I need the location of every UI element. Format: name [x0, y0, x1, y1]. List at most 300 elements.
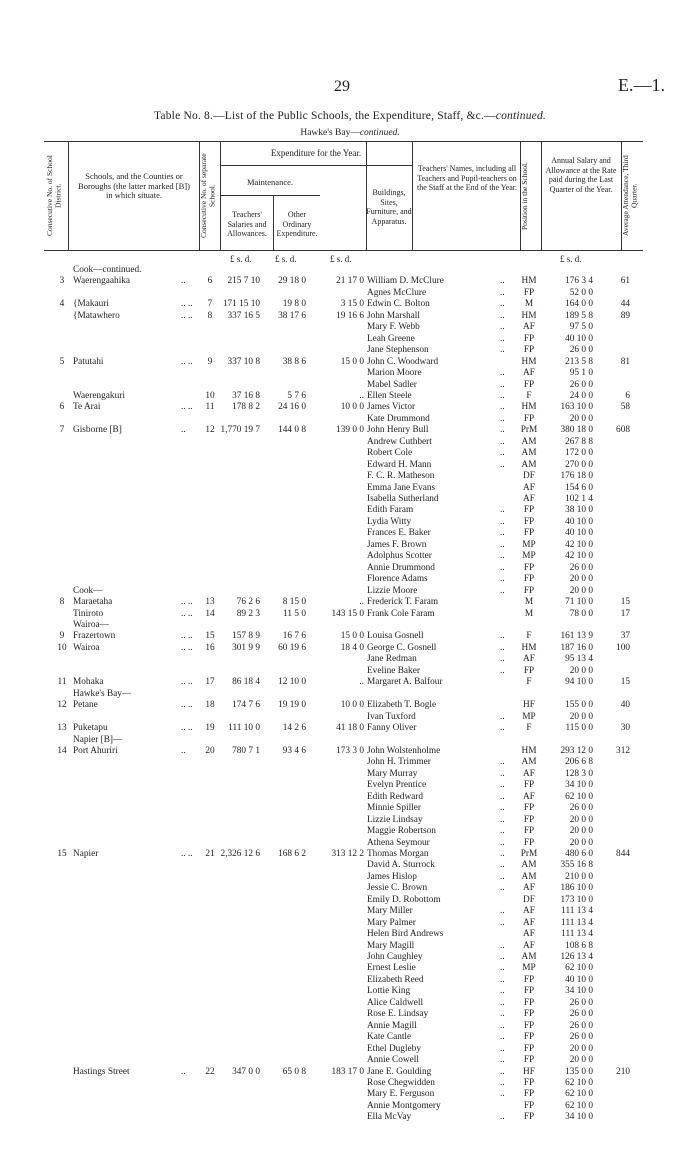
school-name: Napier: [73, 848, 99, 859]
other-expenditure: 38 17 6: [278, 310, 306, 321]
leader-dots: ..: [500, 642, 505, 653]
teacher-name: Mary Miller: [367, 906, 413, 917]
table-row: [0, 998, 700, 1009]
leader-dots: ..: [500, 299, 505, 310]
annual-salary: 111 13 4: [561, 929, 593, 940]
leader-dots: .. ..: [181, 356, 193, 367]
teacher-name: Mary E. Ferguson: [367, 1089, 435, 1100]
table-row: [0, 1078, 700, 1089]
table-row: [0, 735, 700, 746]
region-tail: continued.: [359, 128, 400, 138]
leader-dots: ..: [500, 654, 505, 665]
district-number: 4: [59, 299, 65, 310]
teacher-position: AM: [521, 448, 537, 459]
teacher-name: Helen Bird Andrews: [367, 929, 444, 940]
header-buildings: Buildings, Sites, Furniture, and Apparatus.: [366, 188, 412, 226]
teacher-position: AM: [521, 860, 537, 871]
leader-dots: .. ..: [181, 631, 193, 642]
table-row: [0, 609, 700, 620]
annual-salary: 176 18 0: [560, 471, 593, 482]
teacher-name: Edith Redward: [367, 791, 424, 802]
buildings-amount: 10 0 0: [340, 700, 364, 711]
leader-dots: ..: [181, 1066, 186, 1077]
teacher-name: Mary Murray: [367, 768, 418, 779]
buildings-amount: ..: [359, 597, 364, 607]
leader-dots: .. ..: [181, 402, 193, 413]
other-expenditure: 168 6 2: [278, 848, 306, 859]
teacher-position: FP: [523, 803, 535, 814]
table-row: [0, 666, 700, 677]
leader-dots: ..: [181, 425, 186, 436]
leader-dots: ..: [500, 711, 505, 722]
annual-salary: 189 5 8: [565, 310, 593, 321]
leader-dots: ..: [500, 516, 505, 527]
teacher-position: FP: [523, 516, 535, 527]
other-expenditure: 29 18 0: [278, 276, 306, 287]
buildings-amount: 183 17 0: [331, 1066, 364, 1077]
teacher-name: Mabel Sadler: [367, 379, 417, 390]
leader-dots: ..: [500, 1089, 505, 1100]
teacher-name: Rose Chegwidden: [367, 1077, 435, 1088]
teacher-position: FP: [523, 1055, 535, 1065]
school-name: Waerengakuri: [73, 390, 125, 401]
table-row: [0, 425, 700, 436]
teacher-position: HM: [521, 356, 537, 367]
leader-dots: ..: [500, 1032, 505, 1043]
annual-salary: 20 0 0: [569, 814, 593, 825]
table-title-tail: continued.: [495, 110, 546, 122]
teacher-position: AM: [521, 952, 537, 962]
average-attendance: 6: [625, 390, 630, 401]
teacher-position: FP: [523, 345, 535, 356]
teacher-name: Louisa Gosnell: [367, 631, 424, 642]
annual-salary: 128 3 0: [565, 768, 593, 779]
table-row: [0, 448, 700, 459]
table-row: [0, 437, 700, 448]
average-attendance: 44: [620, 299, 630, 310]
table-header: [44, 141, 643, 251]
teacher-position: M: [524, 299, 534, 310]
table-row: [0, 677, 700, 688]
annual-salary: 42 10 0: [565, 539, 593, 550]
table-row: [0, 769, 700, 780]
leader-dots: ..: [500, 906, 505, 917]
table-row: [0, 505, 700, 516]
table-row: [0, 563, 700, 574]
teacher-position: MP: [522, 539, 536, 550]
table-row: [0, 288, 700, 299]
leader-dots: ..: [500, 402, 505, 413]
teacher-name: Edith Faram: [367, 505, 414, 516]
teacher-position: FP: [523, 1112, 535, 1123]
teacher-name: Mary Palmer: [367, 917, 416, 928]
school-name: Gisborne [B]: [73, 425, 122, 436]
table-row: [0, 1009, 700, 1020]
teacher-name: Mary Magill: [367, 940, 415, 951]
annual-salary: 115 0 0: [565, 723, 593, 733]
teacher-position: AM: [521, 757, 537, 768]
units-annual: £ s. d.: [560, 254, 582, 264]
teacher-name: Robert Cole: [367, 448, 413, 459]
annual-salary: 95 1 0: [569, 368, 593, 379]
annual-salary: 155 0 0: [565, 700, 593, 711]
leader-dots: ..: [500, 390, 505, 401]
other-expenditure: 8 15 0: [282, 597, 306, 607]
teacher-position: FP: [523, 837, 535, 848]
annual-salary: 26 0 0: [569, 803, 593, 814]
teacher-position: AF: [523, 940, 535, 951]
leader-dots: ..: [500, 1055, 505, 1065]
table-row: [0, 1067, 700, 1078]
buildings-amount: 3 15 0: [340, 299, 364, 310]
teacher-name: Eveline Baker: [367, 665, 420, 676]
annual-salary: 42 10 0: [565, 551, 593, 562]
school-number: 21: [205, 848, 215, 859]
table-row: [0, 540, 700, 551]
units-salaries: £ s. d.: [230, 254, 252, 264]
leader-dots: .. ..: [181, 642, 193, 653]
annual-salary: 102 1 4: [565, 494, 593, 504]
teacher-name: John C. Woodward: [367, 356, 439, 367]
teacher-position: FP: [523, 562, 535, 573]
annual-salary: 186 10 0: [560, 883, 593, 894]
leader-dots: ..: [500, 826, 505, 836]
annual-salary: 108 6 8: [565, 940, 593, 951]
annual-salary: 20 0 0: [569, 585, 593, 596]
teacher-position: PrM: [520, 848, 538, 859]
annual-salary: 210 0 0: [565, 871, 593, 882]
table-row: [0, 975, 700, 986]
district-number: 15: [57, 848, 67, 859]
teacher-name: Jane Stephenson: [367, 345, 429, 356]
table-title: [0, 110, 700, 122]
teacher-name: William D. McClure: [367, 276, 444, 287]
teacher-name: John Marshall: [367, 310, 420, 321]
teacher-name: Jane Redman: [367, 654, 417, 665]
teacher-position: M: [524, 608, 534, 619]
teacher-position: FP: [523, 505, 535, 516]
average-attendance: 312: [616, 745, 630, 756]
salaries-amount: 1,770 19 7: [220, 425, 260, 436]
buildings-amount: 19 16 6: [336, 310, 364, 321]
teacher-position: FP: [523, 574, 535, 585]
school-number: 17: [205, 677, 215, 688]
annual-salary: 355 16 8: [560, 860, 593, 871]
annual-salary: 24 0 0: [569, 390, 593, 401]
average-attendance: 37: [620, 631, 630, 642]
teacher-position: FP: [523, 1100, 535, 1111]
annual-salary: 154 6 0: [565, 482, 593, 493]
teacher-name: Alice Caldwell: [367, 997, 424, 1008]
school-number: 22: [205, 1066, 215, 1077]
salaries-amount: 178 8 2: [232, 402, 260, 413]
teacher-name: Ella McVay: [367, 1112, 412, 1123]
salaries-amount: 157 8 9: [232, 631, 260, 642]
table-row: [0, 631, 700, 642]
teacher-name: David A. Sturrock: [367, 860, 435, 871]
teacher-name: Agnes McClure: [367, 287, 427, 298]
leader-dots: ..: [500, 310, 505, 321]
school-number: 7: [207, 299, 213, 310]
table-row: [0, 757, 700, 768]
other-expenditure: 19 19 0: [278, 700, 306, 711]
school-name: Petane: [73, 700, 98, 711]
teacher-name: Mary F. Webb: [367, 322, 420, 333]
teacher-position: AF: [523, 906, 535, 917]
school-name: Maraetaha: [73, 597, 113, 607]
salaries-amount: 337 16 5: [227, 310, 260, 321]
leader-dots: ..: [500, 368, 505, 379]
leader-dots: .. ..: [181, 597, 193, 607]
school-number: 11: [205, 402, 215, 413]
salaries-amount: 86 18 4: [232, 677, 260, 688]
teacher-position: F: [526, 723, 532, 733]
teacher-position: AF: [523, 791, 535, 802]
other-expenditure: 11 5 0: [283, 608, 306, 619]
school-name: Mohaka: [73, 677, 104, 688]
teacher-name: James F. Brown: [367, 539, 427, 550]
school-name: Tiniroto: [73, 608, 104, 619]
annual-salary: 173 10 0: [560, 894, 593, 905]
average-attendance: 58: [620, 402, 630, 413]
leader-dots: ..: [500, 848, 505, 859]
teacher-position: F: [526, 390, 532, 401]
average-attendance: 61: [620, 276, 630, 287]
salaries-amount: 337 10 8: [227, 356, 260, 367]
table-row: [0, 276, 700, 287]
annual-salary: 267 8 8: [565, 436, 593, 447]
school-number: 19: [205, 723, 215, 733]
leader-dots: ..: [500, 631, 505, 642]
buildings-amount: 139 0 0: [336, 425, 364, 436]
table-row: [0, 1089, 700, 1100]
table-row: [0, 391, 700, 402]
annual-salary: 111 13 4: [561, 917, 593, 928]
salaries-amount: 301 9 9: [232, 642, 260, 653]
teacher-name: Emma Jane Evans: [367, 482, 436, 493]
leader-dots: ..: [500, 1020, 505, 1031]
annual-salary: 97 5 0: [569, 322, 593, 333]
table-row: [0, 345, 700, 356]
teacher-name: John Caughley: [367, 952, 423, 962]
teacher-name: George C. Gosnell: [367, 642, 437, 653]
teacher-name: Adolphus Scotter: [367, 551, 432, 562]
teacher-position: FP: [523, 997, 535, 1008]
salaries-amount: 174 7 6: [232, 700, 260, 711]
school-number: 8: [207, 310, 213, 321]
school-name: Cook—: [73, 585, 103, 596]
buildings-amount: ..: [359, 677, 364, 688]
leader-dots: ..: [500, 837, 505, 848]
leader-dots: ..: [500, 551, 505, 562]
teacher-position: HF: [523, 1066, 535, 1077]
leader-dots: ..: [500, 413, 505, 424]
district-number: 11: [57, 677, 67, 688]
district-number: 12: [57, 700, 67, 711]
teacher-position: HM: [521, 642, 537, 653]
header-maintenance: Maintenance.: [246, 177, 294, 187]
school-name: Waerengaahika: [73, 276, 131, 287]
teacher-name: F. C. R. Matheson: [367, 471, 435, 482]
annual-salary: 40 10 0: [565, 528, 593, 539]
salaries-amount: 2,326 12 6: [220, 848, 260, 859]
table-row: [0, 265, 700, 276]
leader-dots: ..: [500, 276, 505, 287]
table-row: [0, 941, 700, 952]
leader-dots: ..: [500, 803, 505, 814]
teacher-name: Frederick T. Faram: [367, 597, 439, 607]
teacher-name: Ellen Steele: [367, 390, 412, 401]
annual-salary: 20 0 0: [569, 711, 593, 722]
teacher-name: Florence Adams: [367, 574, 428, 585]
annual-salary: 20 0 0: [569, 826, 593, 836]
table-row: [0, 551, 700, 562]
units-buildings: £ s. d.: [330, 254, 352, 264]
teacher-name: John Wolstenholme: [367, 745, 441, 756]
table-row: [0, 402, 700, 413]
annual-salary: 20 0 0: [569, 574, 593, 585]
leader-dots: ..: [500, 1077, 505, 1088]
teacher-name: Margaret A. Balfour: [367, 677, 443, 688]
teacher-name: Ivan Tuxford: [367, 711, 416, 722]
district-number: 10: [57, 642, 67, 653]
document-reference: E.—1.: [618, 75, 665, 95]
leader-dots: ..: [500, 1066, 505, 1077]
table-row: [0, 380, 700, 391]
table-row: [0, 471, 700, 482]
teacher-position: FP: [523, 974, 535, 985]
leader-dots: ..: [500, 997, 505, 1008]
teacher-name: Andrew Cuthbert: [367, 436, 432, 447]
table-row: [0, 986, 700, 997]
other-expenditure: 24 16 0: [278, 402, 306, 413]
average-attendance: 89: [620, 310, 630, 321]
annual-salary: 26 0 0: [569, 1020, 593, 1031]
table-row: [0, 460, 700, 471]
table-row: [0, 1021, 700, 1032]
teacher-name: Lottie King: [367, 986, 411, 997]
teacher-name: Frances E. Baker: [367, 528, 431, 539]
school-name: Puketapu: [73, 723, 108, 733]
teacher-position: F: [526, 677, 532, 688]
leader-dots: ..: [500, 574, 505, 585]
region-title: [0, 128, 700, 138]
teacher-position: FP: [523, 1077, 535, 1088]
buildings-amount: 18 4 0: [340, 642, 364, 653]
annual-salary: 187 16 0: [560, 642, 593, 653]
table-row: [0, 322, 700, 333]
school-number: 12: [205, 425, 215, 436]
teacher-name: Frank Cole Faram: [367, 608, 435, 619]
table-row: [0, 803, 700, 814]
table-row: [0, 689, 700, 700]
teacher-position: HM: [521, 745, 537, 756]
teacher-position: MP: [522, 963, 536, 974]
school-number: 18: [205, 700, 215, 711]
annual-salary: 34 10 0: [565, 986, 593, 997]
table-row: [0, 780, 700, 791]
annual-salary: 126 13 4: [560, 952, 593, 962]
school-name: Patutahi: [73, 356, 104, 367]
annual-salary: 94 10 0: [565, 677, 593, 688]
annual-salary: 26 0 0: [569, 345, 593, 356]
district-number: 3: [59, 276, 65, 287]
annual-salary: 213 5 8: [565, 356, 593, 367]
annual-salary: 20 0 0: [569, 413, 593, 424]
average-attendance: 81: [620, 356, 630, 367]
teacher-position: MP: [522, 711, 536, 722]
annual-salary: 135 0 0: [565, 1066, 593, 1077]
leader-dots: ..: [500, 757, 505, 768]
teacher-name: Annie Drummond: [367, 562, 435, 573]
annual-salary: 161 13 9: [560, 631, 593, 642]
teacher-name: Minnie Spiller: [367, 803, 421, 814]
table-row: [0, 586, 700, 597]
other-expenditure: 65 0 8: [282, 1066, 306, 1077]
table-row: [0, 906, 700, 917]
header-teachers: Teachers' Names, including all Teachers and Pupil-teachers on the Staff at the End of the Year.: [416, 164, 518, 192]
annual-salary: 172 0 0: [565, 448, 593, 459]
teacher-name: Emily D. Robottom: [367, 894, 441, 905]
annual-salary: 111 13 4: [561, 906, 593, 917]
teacher-position: AF: [523, 482, 535, 493]
leader-dots: .. ..: [181, 310, 193, 321]
teacher-position: DF: [523, 894, 535, 905]
annual-salary: 62 10 0: [565, 1077, 593, 1088]
teacher-position: FP: [523, 528, 535, 539]
school-number: 9: [207, 356, 213, 367]
table-row: [0, 712, 700, 723]
teacher-position: FP: [523, 585, 535, 596]
leader-dots: .. ..: [181, 723, 193, 733]
table-row: [0, 952, 700, 963]
teacher-position: FP: [523, 1020, 535, 1031]
teacher-name: Leah Greene: [367, 333, 415, 344]
annual-salary: 26 0 0: [569, 1032, 593, 1043]
table-title-lead: Table No. 8.—List of the Public Schools, the Expenditure, Staff, &c.—: [154, 110, 496, 122]
teacher-name: John H. Trimmer: [367, 757, 431, 768]
school-number: 6: [207, 276, 213, 287]
page-number: 29: [334, 78, 350, 95]
leader-dots: ..: [500, 333, 505, 344]
leader-dots: ..: [500, 723, 505, 733]
other-expenditure: 16 7 6: [282, 631, 306, 642]
leader-dots: .. ..: [181, 299, 193, 310]
teacher-position: FP: [523, 1089, 535, 1100]
teacher-name: Fanny Oliver: [367, 723, 417, 733]
table-row: [0, 860, 700, 871]
school-number: 15: [205, 631, 215, 642]
annual-salary: 52 0 0: [569, 287, 593, 298]
teacher-position: DF: [523, 471, 535, 482]
average-attendance: 608: [616, 425, 630, 436]
table-row: [0, 357, 700, 368]
teacher-position: M: [524, 597, 534, 607]
table-row: [0, 334, 700, 345]
school-number: 16: [205, 642, 215, 653]
teacher-position: FP: [523, 413, 535, 424]
table-row: [0, 1112, 700, 1123]
teacher-position: HM: [521, 276, 537, 287]
salaries-amount: 89 2 3: [236, 608, 260, 619]
table-row: [0, 883, 700, 894]
annual-salary: 40 10 0: [565, 516, 593, 527]
teacher-position: AF: [523, 654, 535, 665]
leader-dots: ..: [500, 814, 505, 825]
district-number: 7: [59, 425, 65, 436]
leader-dots: ..: [500, 1043, 505, 1054]
annual-salary: 26 0 0: [569, 379, 593, 390]
